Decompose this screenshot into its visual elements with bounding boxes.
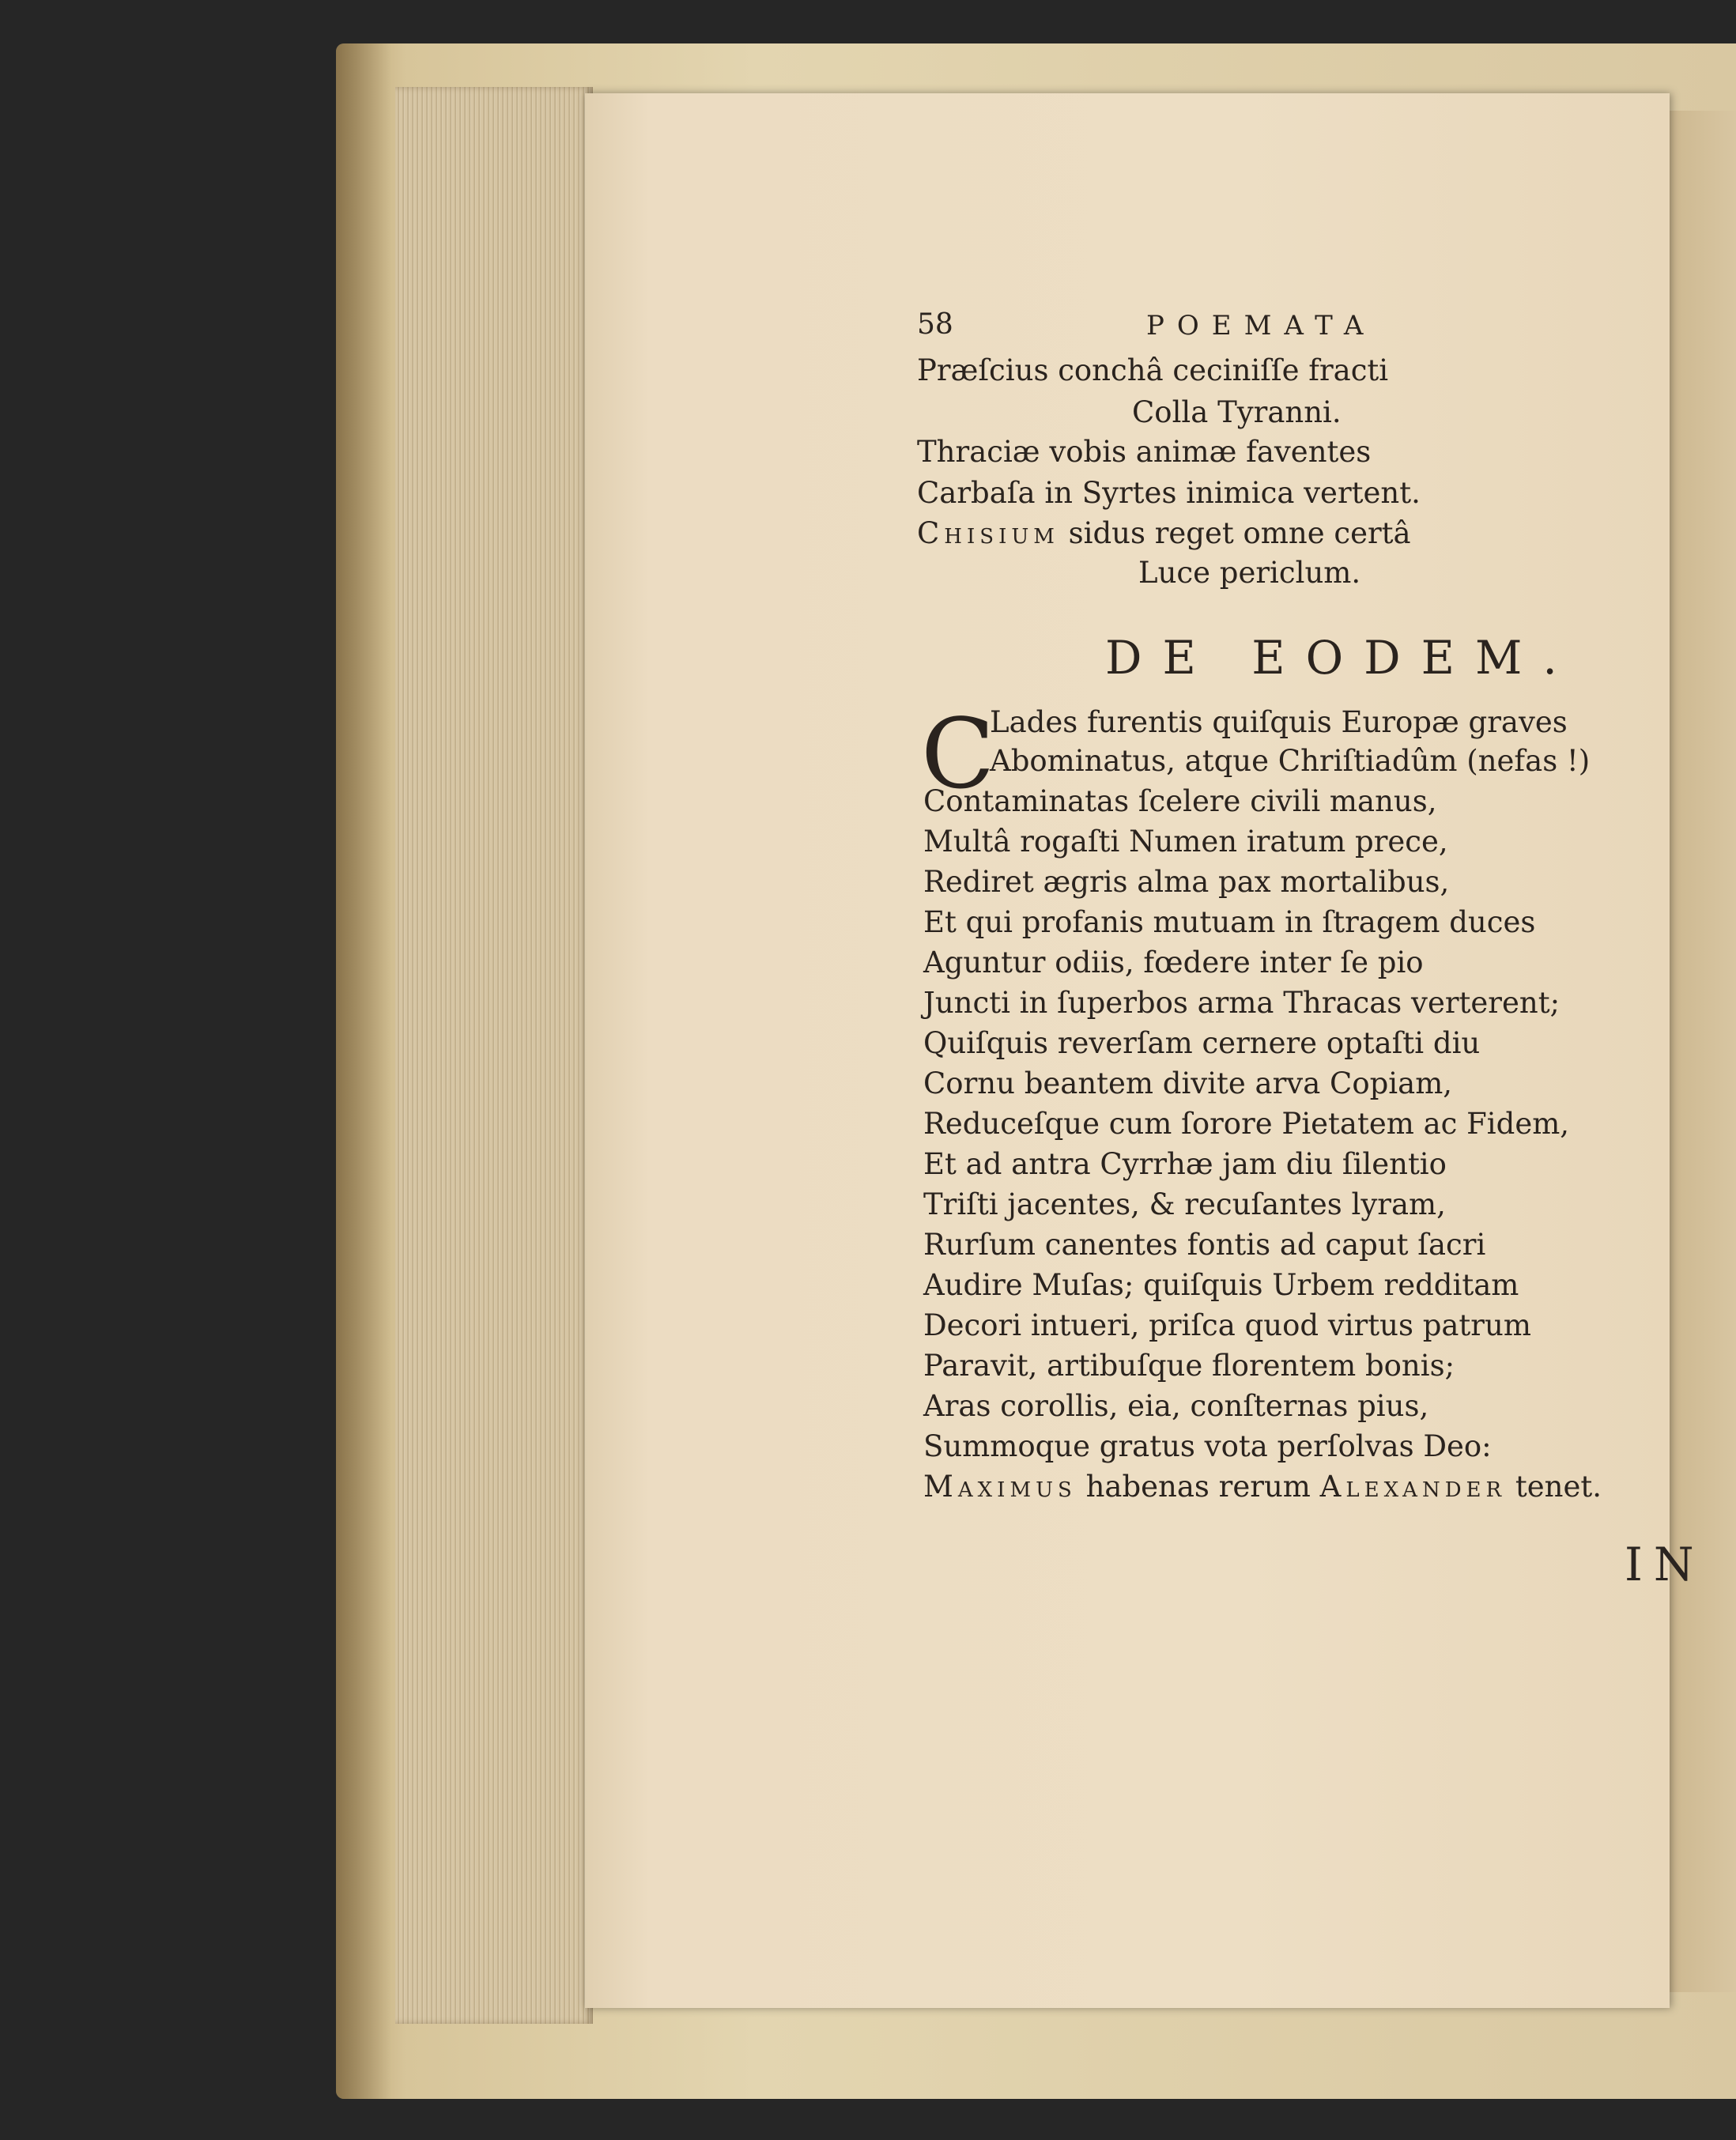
poem-line: Reduceſque cum ſorore Pietatem ac Fidem,	[923, 1107, 1570, 1141]
poem-line: Cornu beantem divite arva Copiam,	[923, 1066, 1453, 1100]
poem-line: Rurſum canentes fontis ad caput ſacri	[923, 1228, 1486, 1262]
name-alexander: Alexander	[1319, 1470, 1507, 1504]
running-title: POEMATA	[1146, 310, 1376, 342]
poem-line: Juncti in ſuperbos arma Thracas verterent;	[923, 986, 1561, 1020]
line-text: sidus reget omne certâ	[1068, 516, 1411, 550]
poem-line: Quiſquis reverſam cernere optaſti diu	[923, 1026, 1481, 1060]
poem-line: Et ad antra Cyrrhæ jam diu ſilentio	[923, 1147, 1447, 1181]
poem-line: Rediret ægris alma pax mortalibus,	[923, 865, 1450, 899]
book-spine	[336, 43, 391, 2099]
poem-line: Triſti jacentes, & recuſantes lyram,	[923, 1187, 1446, 1221]
poem-line: Colla Tyranni.	[1132, 395, 1342, 429]
poem-line: Multâ rogaſti Numen iratum prece,	[923, 825, 1448, 859]
page-number: 58	[917, 308, 953, 341]
name-maximus: Maximus	[923, 1470, 1077, 1504]
section-heading: DE EODEM.	[1105, 631, 1578, 685]
poem-line: Aras corollis, eia, conſternas pius,	[923, 1389, 1429, 1423]
facing-page-edge	[1670, 111, 1736, 1992]
poem-line: Lades furentis quiſquis Europæ graves	[990, 705, 1568, 739]
poem-line: Abominatus, atque Chriſtiadûm (nefas !)	[990, 744, 1591, 778]
line-text: tenet.	[1515, 1470, 1602, 1504]
drop-cap: C	[921, 698, 995, 810]
poem-line: Luce periclum.	[1138, 556, 1361, 590]
poem-line: Audire Muſas; quiſquis Urbem redditam	[923, 1268, 1519, 1302]
poem-line: Contaminatas ſcelere civili manus,	[923, 784, 1437, 818]
line-text: habenas rerum	[1085, 1470, 1311, 1504]
poem-line: Summoque gratus vota perſolvas Deo:	[923, 1429, 1492, 1463]
poem-line: Aguntur odiis, fœdere inter ſe pio	[923, 945, 1424, 979]
poem-line: Decori intueri, priſca quod virtus patrum	[923, 1308, 1531, 1342]
page-edges	[395, 87, 593, 2024]
poem-line	[917, 516, 1411, 550]
poem-line-final	[923, 1470, 1602, 1504]
poem-line: Thraciæ vobis animæ faventes	[917, 435, 1372, 469]
poem-line: Carbaſa in Syrtes inimica vertent.	[917, 476, 1421, 510]
poem-line: Paravit, artibuſque florentem bonis;	[923, 1349, 1455, 1383]
catchword: IN	[1625, 1538, 1705, 1591]
poem-line: Præſcius conchâ ceciniſſe fracti	[917, 353, 1389, 387]
name-chisium: Chisium	[917, 516, 1059, 550]
poem-line: Et qui profanis mutuam in ſtragem duces	[923, 905, 1536, 939]
